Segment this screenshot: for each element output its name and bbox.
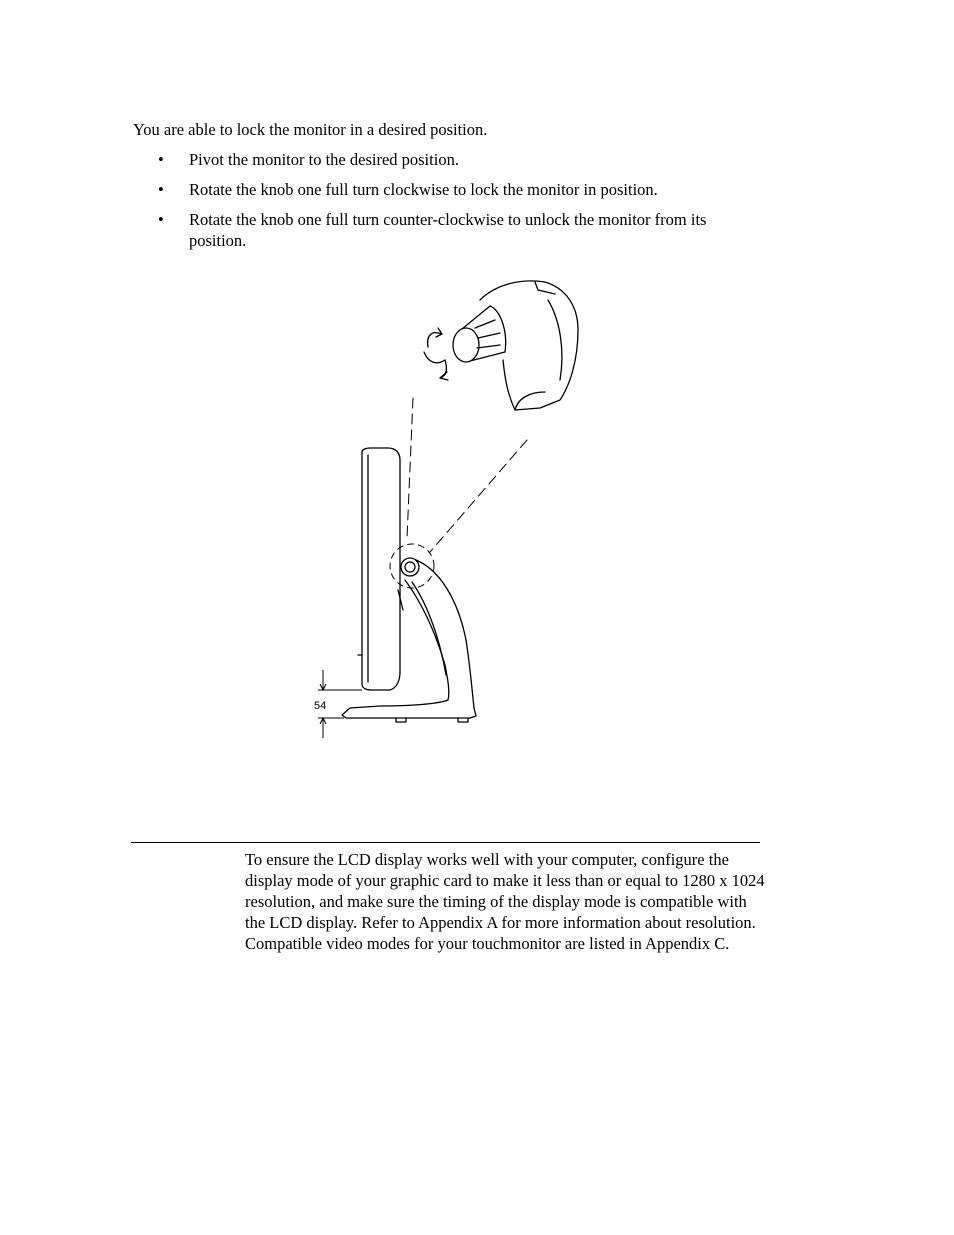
- intro-text: You are able to lock the monitor in a desired position.: [133, 120, 488, 139]
- projection-lines: [407, 398, 527, 552]
- list-item: [158, 179, 758, 200]
- instruction-list: [158, 149, 758, 260]
- bullet-icon: •: [158, 150, 164, 169]
- monitor-lock-illustration: [300, 270, 600, 750]
- list-item-text: Pivot the monitor to the desired position.: [189, 150, 459, 169]
- bullet-icon: •: [158, 210, 164, 229]
- rotation-arrow-icon: [424, 328, 448, 380]
- list-item-text: Rotate the knob one full turn counter-clockwise to unlock the monitor from its position.: [189, 210, 707, 250]
- list-item: [158, 149, 758, 170]
- section-divider: [131, 842, 760, 843]
- dimension-label: 54: [314, 700, 327, 712]
- note-text: To ensure the LCD display works well with your computer, configure the display mode of your graphic card to make it less than or equal to 1280 x 1024 resolution, and make sure the timing of the display mode is compatible with the LCD display. Refer to Appendix A for more information about resolution. Compatible video modes for your touchmonitor are listed in Appendix C.: [245, 850, 765, 953]
- bullet-icon: •: [158, 180, 164, 199]
- knob-detail: [453, 281, 578, 410]
- list-item-text: Rotate the knob one full turn clockwise to lock the monitor in position.: [189, 180, 658, 199]
- list-item: [158, 209, 758, 251]
- monitor-side-view: [358, 448, 400, 690]
